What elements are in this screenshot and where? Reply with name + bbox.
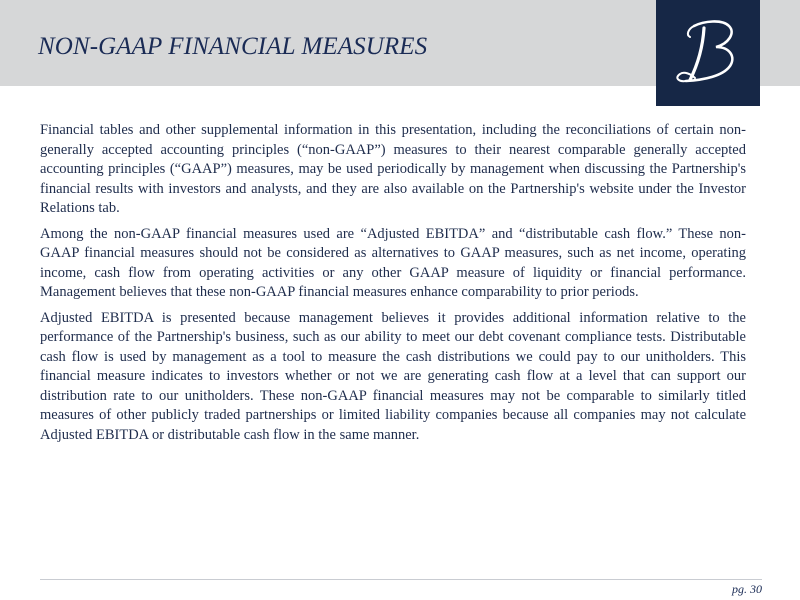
script-b-logo-icon xyxy=(656,0,760,106)
body-text xyxy=(40,121,746,451)
page-title: NON-GAAP FINANCIAL MEASURES xyxy=(38,33,428,60)
paragraph-1: Financial tables and other supplemental information in this presentation, including the reconciliations of certain non-generally accepted accounting principles (“non-GAAP”) measures to their nearest comparable generally accepted accounting principles (“GAAP”) measures, may be used periodically by management when discussing the Partnership's financial results with investors and analysts, and they are also available on the Partnership's website under the Investor Relations tab. xyxy=(40,122,746,216)
footer-divider xyxy=(40,579,762,580)
page-number: pg. 30 xyxy=(732,582,762,596)
paragraph-2: Among the non-GAAP financial measures used are “Adjusted EBITDA” and “distributable cash flow.” These non-GAAP financial measures should not be considered as alternatives to GAAP measures, such as net income, operating income, cash flow from operating activities or any other GAAP measure of liquidity or financial performance. Management believes that these non-GAAP financial measures enhance comparability to prior periods. xyxy=(40,225,746,300)
paragraph-3: Adjusted EBITDA is presented because management believes it provides additional information relative to the performance of the Partnership's business, such as our ability to meet our debt covenant compliance tests. Distributable cash flow is used by management as a tool to measure the cash distributions we could pay to our unitholders. This financial measure indicates to investors whether or not we are generating cash flow at a level that can support our distribution rate to our unitholders. These non-GAAP financial measures may not be comparable to similarly titled measures of other publicly traded partnerships or limited liability companies because all companies may not calculate Adjusted EBITDA or distributable cash flow in the same manner. xyxy=(40,309,746,443)
logo xyxy=(656,0,760,106)
